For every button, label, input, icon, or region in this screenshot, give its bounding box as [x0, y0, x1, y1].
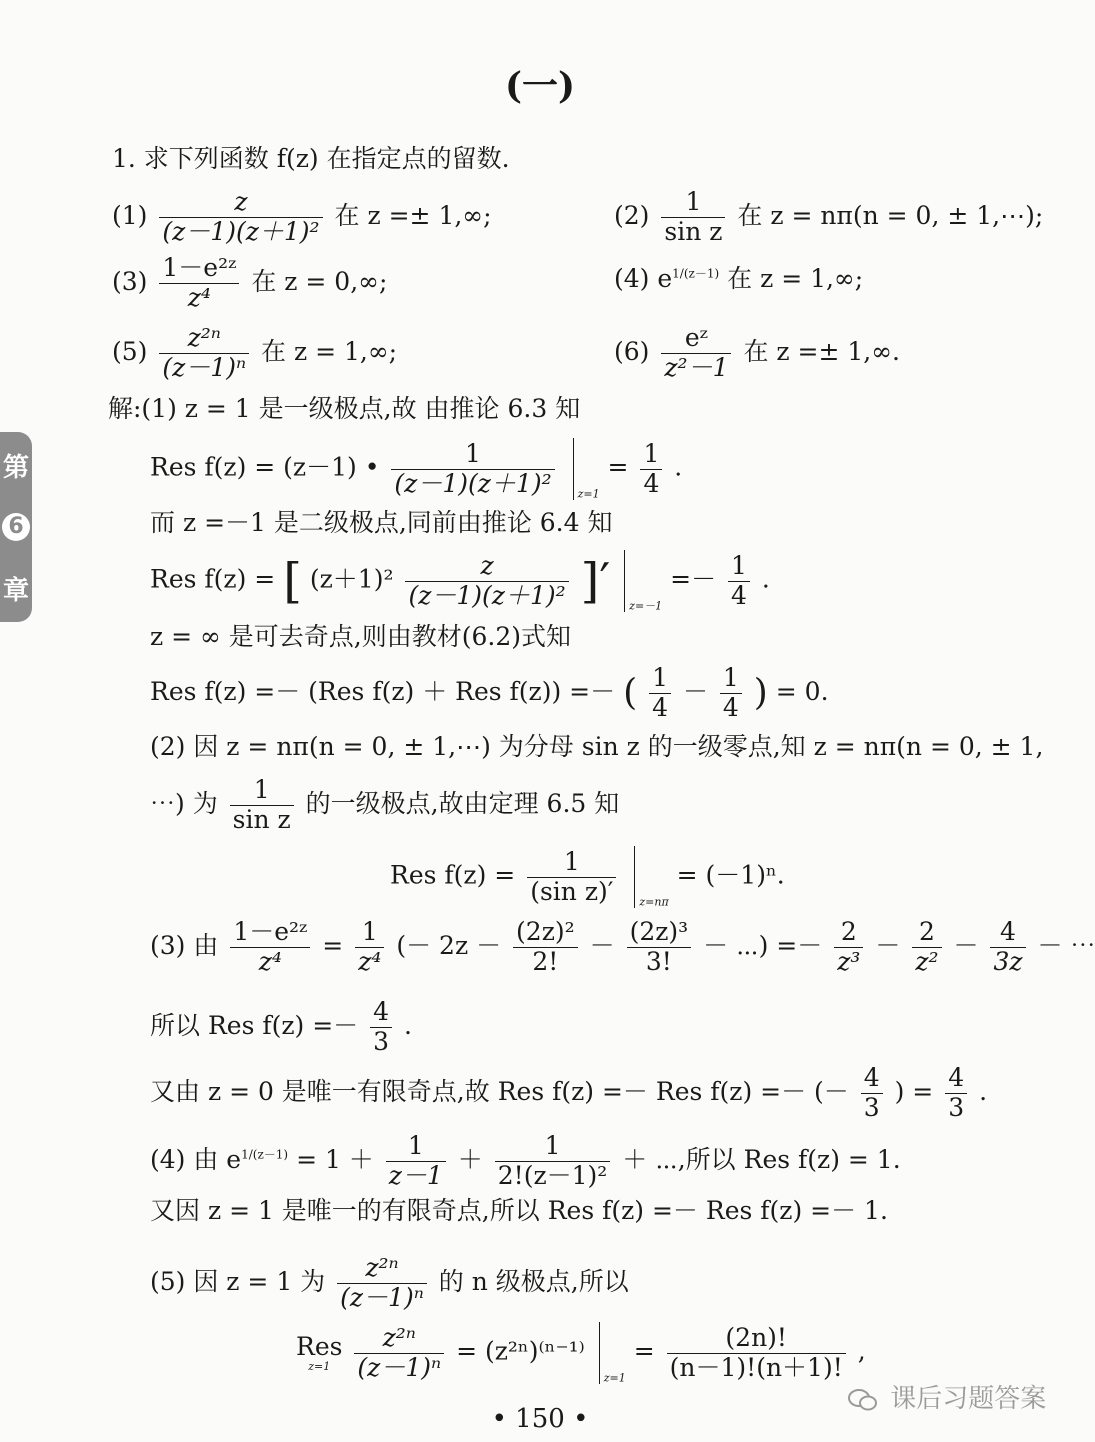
solution-line-11: 所以 Res f(z) =－ $\frac{4}{3}$ . [150, 997, 412, 1056]
problem-5-tail: 在 z = 1,∞; [261, 336, 398, 366]
problem-5-fraction: $\frac{\text{z²ⁿ}}{\text{(z－1)ⁿ}}$ [159, 324, 249, 383]
solution-line-10: (3) 由 $\frac{\text{1－e²ᶻ}}{\text{z⁴}}$ = $\frac{1}{\text{z⁴}}$ (－ 2z － $\frac{\text{(2z)²}}{2!}$ － $\frac{\text{(2z)³}}{3!}$ － ⋯) =－ $\frac{2}{\text{z³}}$ － $\frac{2}{\text{z²}}$ － $\frac{4}{3z}$ － ⋯ [150, 917, 1095, 976]
solution-line-15: (5) 因 z = 1 为 $\frac{\text{z²ⁿ}}{\text{(z－1)ⁿ}}$ 的 n 级极点,所以 [150, 1253, 629, 1312]
solution-line-8: ⋯) 为 $\frac{1}{\text{sin z}}$ 的一级极点,故由定理 6.5 知 [150, 775, 620, 834]
solution-line-1: 解:(1) z = 1 是一级极点,故 由推论 6.3 知 [108, 394, 581, 423]
problem-3-label: (3) [112, 266, 148, 296]
problem-6-fraction: $\frac{\text{eᶻ}}{\text{z²－1}}$ [661, 324, 731, 383]
problem-6 [614, 324, 900, 383]
problem-1-fraction: $\frac{z}{\text{(z－1)(z＋1)²}}$ [159, 188, 322, 247]
solution-line-7: (2) 因 z = nπ(n = 0, ± 1,⋯) 为分母 sin z 的一级零点,知 z = nπ(n = 0, ± 1, [150, 732, 1044, 761]
chapter-tab-bottom: 章 [2, 576, 29, 607]
problem-2-label: (2) [614, 200, 650, 230]
solution-line-14: 又因 z = 1 是唯一的有限奇点,所以 Res f(z) =－ Res f(z) =－ 1. [150, 1196, 888, 1225]
section-title: (一) [504, 65, 576, 107]
watermark-text: 课后习题答案 [890, 1384, 1047, 1414]
problem-4 [614, 266, 863, 291]
problem-1 [112, 188, 492, 247]
problem-4-base: e [657, 264, 673, 293]
problem-2-fraction: $\frac{1}{\text{sin z}}$ [661, 188, 725, 247]
problem-1-label: (1) [112, 200, 148, 230]
solution-line-4: Res f(z) = [ (z＋1)² $\frac{z}{\text{(z－1)(z＋1)²}}$ ]′ $_{z=-1}$ =－ $\frac{1}{4}$ . [150, 550, 770, 613]
problem-5-label: (5) [112, 336, 148, 366]
solution-line-12: 又由 z = 0 是唯一有限奇点,故 Res f(z) =－ Res f(z) =－ (－ $\frac{4}{3}$ ) = $\frac{4}{3}$ . [150, 1063, 988, 1122]
solution-line-6: Res f(z) =－ (Res f(z) ＋ Res f(z)) =－ ( $\frac{1}{4}$ － $\frac{1}{4}$ ) = 0. [150, 663, 829, 722]
problem-2 [614, 188, 1043, 247]
solution-line-9: Res f(z) = $\frac{1}{\text{(sin z)′}}$ $_{z=n\pi}$ = (－1)ⁿ. [390, 846, 785, 909]
problem-3-tail: 在 z = 0,∞; [251, 266, 388, 296]
solution-line-2: Res f(z) = (z－1) • $\frac{1}{\text{(z－1)(z＋1)²}}$ $_{z=1}$ = $\frac{1}{4}$ . [150, 438, 683, 501]
chapter-side-tab [0, 432, 32, 622]
problem-4-exponent: 1/(z－1) [672, 266, 720, 281]
solution-line-3: 而 z =－1 是二级极点,同前由推论 6.4 知 [150, 508, 613, 537]
problem-4-label: (4) [614, 264, 650, 293]
question-1: 1. 求下列函数 f(z) 在指定点的留数. [112, 144, 510, 173]
problem-4-tail: 在 z = 1,∞; [727, 264, 864, 293]
solution-line-13: (4) 由 $e^{1/(z-1)} = 1$ ＋ $\frac{1}{z-1}$ ＋ $\frac{1}{\text{2!(z－1)²}}$ ＋ ⋯,所以 Res f(z) = 1. [150, 1131, 901, 1190]
problem-6-label: (6) [614, 336, 650, 366]
problem-1-tail: 在 z =± 1,∞; [334, 200, 492, 230]
solution-line-5: z = ∞ 是可去奇点,则由教材(6.2)式知 [150, 622, 571, 651]
page-number: • 150 • [491, 1404, 589, 1434]
chapter-tab-number: 6 [2, 513, 30, 541]
problem-6-tail: 在 z =± 1,∞. [743, 336, 900, 366]
chapter-tab-top: 第 [2, 452, 29, 483]
problem-2-tail: 在 z = nπ(n = 0, ± 1,⋯); [737, 200, 1044, 230]
problem-5 [112, 324, 397, 383]
problem-3-fraction: $\frac{\text{1－e²ᶻ}}{\text{z⁴}}$ [159, 254, 239, 313]
solution-line-16: Res z=1 $\frac{\text{z²ⁿ}}{\text{(z－1)ⁿ}}$ = (z²ⁿ)⁽ⁿ⁻¹⁾ $_{z=1}$ = $\frac{(2n)!}{(n-1)!(n+1)!}$ , [296, 1322, 866, 1385]
problem-3 [112, 254, 387, 313]
